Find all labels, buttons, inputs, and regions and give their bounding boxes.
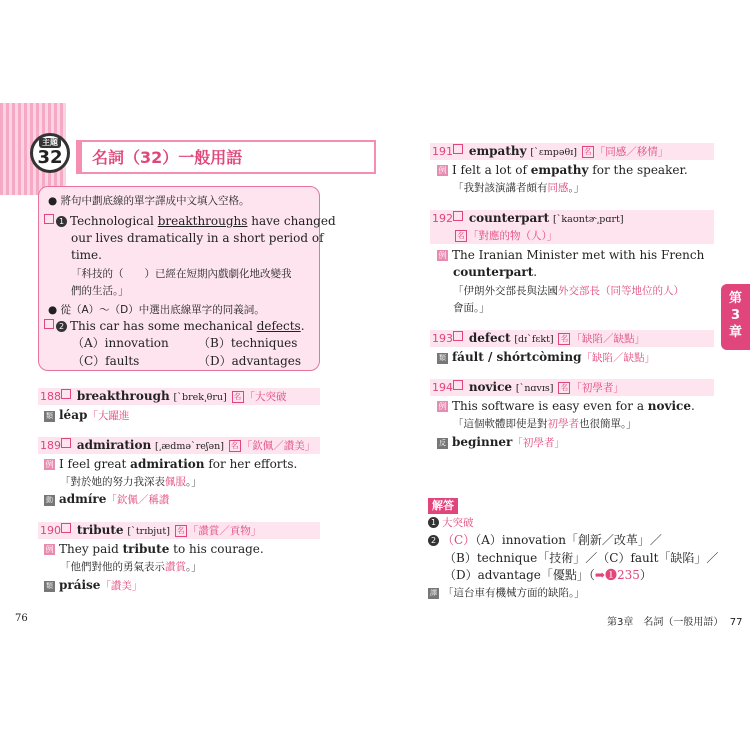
- option-a: （A）innovation: [72, 336, 169, 350]
- number-1-icon: 1: [428, 517, 439, 528]
- option-c: （C）faults: [72, 354, 140, 368]
- entry-194-header: 194 novice [ˋnɑvɪs] 名 「初學者」: [432, 380, 624, 394]
- entry-191-header: 191 empathy [ˋɛmpəθɪ] 名 「同感／移情」: [432, 144, 669, 158]
- entry-189-synonym: 動 admíre「欽佩／稱讚: [46, 492, 170, 506]
- topic-badge: [30, 133, 70, 173]
- checkbox-icon: [61, 438, 71, 448]
- entry-192-example-zh: 「伊朗外交部長與法國外交部長（同等地位的人）: [453, 285, 684, 297]
- entry-191-example-zh: 「我對該演講者頗有同感。」: [453, 182, 585, 194]
- right-footer: 第3章 名詞（一般用語） 77: [607, 617, 743, 628]
- entry-194-example-zh: 「這個軟體即使是對初學者也很簡單。」: [453, 418, 637, 430]
- option-b: （B）techniques: [198, 336, 298, 350]
- entry-190-synonym: 類 práise「讚美」: [46, 578, 143, 592]
- question-1-line2: our lives dramatically in a short period of: [71, 231, 324, 245]
- answer-2-line3: （D）advantage「優點」（➡❶235）: [444, 568, 652, 582]
- number-2-icon: 2: [56, 321, 67, 332]
- topic-number: 32: [37, 147, 63, 168]
- entry-192-meaning: 名 「對應的物（人）」: [454, 227, 557, 244]
- checkbox-icon: [61, 389, 71, 399]
- chapter-title: 名詞（32）一般用語: [92, 148, 243, 167]
- entry-194-synonym: 反 beginner「初學者」: [439, 435, 565, 449]
- entry-193-header: 193 defect [dɪˋfɛkt] 名 「缺陷／缺點」: [432, 331, 645, 345]
- answer-translation: 譯 「這台車有機械方面的缺陷。」: [430, 587, 585, 599]
- chapter-side-tab: 第 3 章: [721, 284, 750, 350]
- entry-190-example: 例 They paid tribute to his courage.: [45, 542, 264, 556]
- checkbox-icon: [453, 144, 463, 154]
- question-1-zh2: 們的生活。」: [71, 285, 129, 297]
- left-page-number: 76: [15, 613, 28, 624]
- question-1-line3: time.: [71, 248, 102, 262]
- answer-heading: 解答: [428, 498, 458, 514]
- question-2: 2 This car has some mechanical defects.: [44, 318, 305, 335]
- entry-192-example-zh2: 會面。」: [453, 302, 490, 314]
- entry-188-synonym: 類 léap「大躍進: [46, 408, 130, 422]
- entry-189-example-zh: 「對於她的努力我深表佩服。」: [60, 476, 202, 488]
- entry-194-example: 例 This software is easy even for a novice.: [438, 399, 695, 413]
- question-1: 1 Technological breakthroughs have changed: [44, 213, 336, 230]
- answer-2: 2 （C）（A）innovation「創新／改革」／: [428, 532, 662, 549]
- entry-190-header: 190 tribute [ˋtrɪbjut] 名 「讚賞／貢物」: [40, 523, 262, 537]
- checkbox-icon: [453, 380, 463, 390]
- checkbox-icon: [44, 319, 54, 329]
- checkbox-icon: [61, 523, 71, 533]
- checkbox-icon: [453, 331, 463, 341]
- topic-label: 主題: [39, 138, 61, 148]
- entry-190-example-zh: 「他們對他的勇氣表示讚賞。」: [60, 561, 202, 573]
- entry-188-header: 188 breakthrough [ˋbrek͵θru] 名 「大突破: [40, 389, 287, 403]
- entry-192-example-line2: counterpart.: [453, 265, 538, 279]
- answer-2-line2: （B）technique「技術」／（C）fault「缺陷」／: [444, 551, 719, 565]
- number-1-icon: 1: [56, 216, 67, 227]
- entry-193-synonym: 類 fáult / shórtcòming「缺陷／缺點」: [439, 350, 656, 364]
- checkbox-icon: [453, 211, 463, 221]
- checkbox-icon: [44, 214, 54, 224]
- question-1-zh1: 「科技的（ ）已經在短期內戲劇化地改變我: [71, 268, 292, 280]
- answer-1: 1 大突破: [428, 515, 474, 531]
- number-2-icon: 2: [428, 535, 439, 546]
- entry-192-example: 例 The Iranian Minister met with his French: [438, 248, 705, 262]
- entry-189-header: 189 admiration [͵ædməˋreʃən] 名 「欽佩／讚美」: [40, 438, 316, 452]
- instruction-1: ● 將句中劃底線的單字譯成中文填入空格。: [48, 195, 250, 207]
- option-d: （D）advantages: [198, 354, 302, 368]
- entry-191-example: 例 I felt a lot of empathy for the speaker.: [438, 163, 688, 177]
- entry-192-header: 192 counterpart [ˋkaʊntɚ͵pɑrt]: [432, 211, 624, 225]
- instruction-2: ● 從（A）～（D）中選出底線單字的同義詞。: [48, 304, 265, 316]
- entry-189-example: 例 I feel great admiration for her efforts.: [45, 457, 298, 471]
